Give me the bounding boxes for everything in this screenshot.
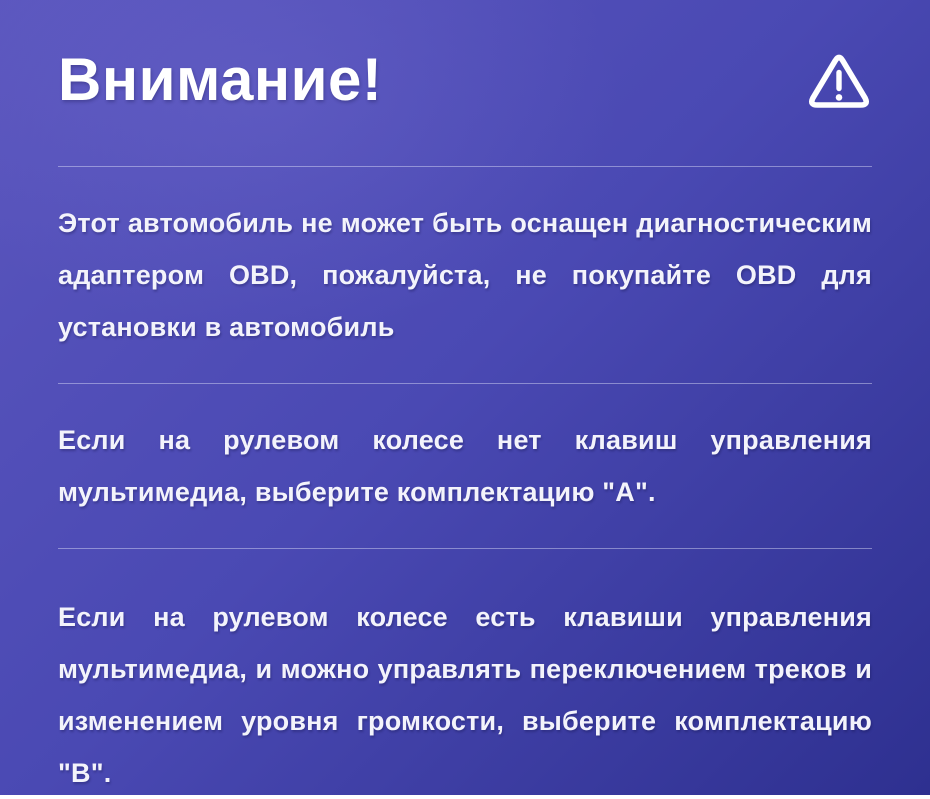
- header: [58, 0, 872, 113]
- notice-paragraph-config-b: Если на рулевом колесе есть клавиши управления мультимедиа, и можно управлять переключением треков и изменением уровня громкости, выберите комплектацию "B".: [58, 602, 872, 788]
- notice-paragraph-config-a: Если на рулевом колесе нет клавиш управления мультимедиа, выберите комплектацию "А".: [58, 425, 872, 507]
- divider: [58, 166, 872, 167]
- divider: [58, 383, 872, 384]
- page-title: Внимание!: [58, 46, 383, 113]
- notice-paragraph-obd: Этот автомобиль не может быть оснащен диагностическим адаптером OBD, пожалуйста, не покупайте OBD для установки в автомобиль: [58, 208, 872, 342]
- divider: [58, 548, 872, 549]
- warning-triangle-icon: [806, 51, 872, 109]
